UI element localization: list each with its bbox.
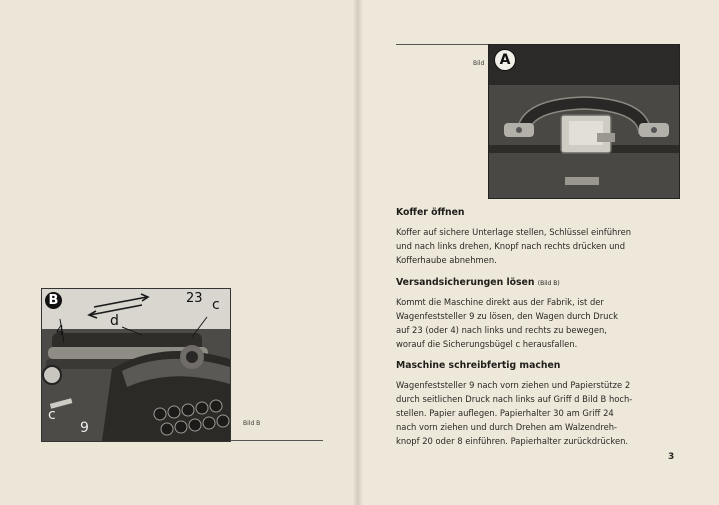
text-line: und nach links drehen, Knopf nach rechts drücken und xyxy=(396,241,626,251)
heading-text: Koffer öffnen xyxy=(396,207,465,218)
heading-figure-ref: (Bild B) xyxy=(537,280,560,287)
caption-rule-b xyxy=(230,440,323,441)
heading-schreibfertig xyxy=(396,360,560,371)
text-line: Koffer auf sichere Unterlage stellen, Schlüssel einführen xyxy=(396,227,632,237)
label-c-top: c xyxy=(212,297,220,313)
text-line: Wagenfeststeller 9 zu lösen, den Wagen durch Druck xyxy=(396,311,618,321)
text-line: worauf die Sicherungsbügel c herausfallen. xyxy=(396,339,578,349)
text-line: knopf 20 oder 8 einführen. Papierhalter zurückdrücken. xyxy=(396,436,629,446)
heading-versandsicherungen xyxy=(396,277,560,288)
page-number: 3 xyxy=(668,452,675,462)
text-line: nach vorn ziehen und durch Drehen am Walzendreh- xyxy=(396,422,618,432)
figure-b-caption: Bild B xyxy=(243,420,261,427)
suitcase-illustration xyxy=(489,45,679,198)
label-4: 4 xyxy=(56,324,65,339)
label-d: d xyxy=(110,313,119,329)
figure-a-badge: A xyxy=(494,49,516,71)
text-line: Wagenfeststeller 9 nach vorn ziehen und Papierstütze 2 xyxy=(396,380,631,390)
heading-text: Maschine schreibfertig machen xyxy=(396,360,561,371)
figure-b-typewriter-photo xyxy=(41,288,231,442)
paragraph-versandsicherungen xyxy=(396,295,678,351)
text-line: Kofferhaube abnehmen. xyxy=(396,255,497,265)
heading-text: Versandsicherungen lösen xyxy=(396,277,535,288)
heading-koffer-oeffnen xyxy=(396,207,465,218)
label-c-bottom: c xyxy=(48,407,56,423)
text-line: auf 23 (oder 4) nach links und rechts zu bewegen, xyxy=(396,325,607,335)
typewriter-illustration xyxy=(42,289,230,441)
paragraph-koffer-oeffnen xyxy=(396,225,678,267)
text-line: stellen. Papier auflegen. Papierhalter 30 am Griff 24 xyxy=(396,408,614,418)
figure-a-caption: Bild xyxy=(473,60,485,67)
figure-a-suitcase-photo xyxy=(488,44,680,199)
paragraph-schreibfertig xyxy=(396,378,678,448)
text-line: Kommt die Maschine direkt aus der Fabrik, ist der xyxy=(396,297,604,307)
text-line: durch seitlichen Druck nach links auf Griff d Bild B hoch- xyxy=(396,394,633,404)
caption-rule-a xyxy=(396,44,488,45)
book-gutter xyxy=(353,0,363,505)
label-9: 9 xyxy=(80,420,89,436)
figure-b-badge: B xyxy=(45,292,62,309)
label-23: 23 xyxy=(186,291,203,306)
